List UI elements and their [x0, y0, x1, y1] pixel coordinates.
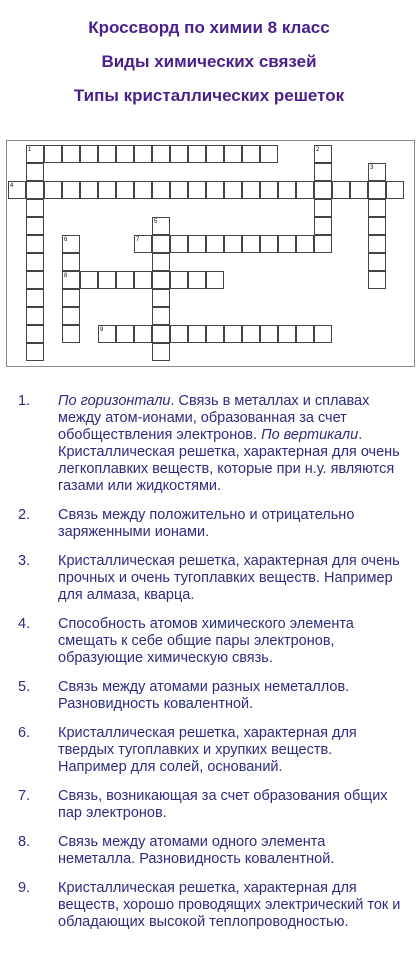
- crossword-cell[interactable]: [152, 325, 170, 343]
- crossword-cell[interactable]: [152, 271, 170, 289]
- crossword-cell[interactable]: [170, 145, 188, 163]
- crossword-cell[interactable]: [152, 307, 170, 325]
- crossword-cell[interactable]: [134, 145, 152, 163]
- crossword-cell[interactable]: [224, 181, 242, 199]
- crossword-cell[interactable]: [116, 325, 134, 343]
- clue-text: Связь между атомами одного элемента неметалла. Разновидность ковалентной.: [58, 834, 335, 867]
- crossword-cell[interactable]: [314, 199, 332, 217]
- crossword-cell[interactable]: [368, 199, 386, 217]
- crossword-cell[interactable]: [116, 145, 134, 163]
- clue-list: [18, 393, 403, 943]
- crossword-cell[interactable]: [188, 325, 206, 343]
- crossword-clue-number: 7: [136, 237, 140, 243]
- crossword-clue-number: 8: [64, 273, 68, 279]
- crossword-cell[interactable]: [314, 325, 332, 343]
- crossword-cell[interactable]: [314, 235, 332, 253]
- crossword-cell[interactable]: [332, 181, 350, 199]
- crossword-cell[interactable]: [80, 181, 98, 199]
- crossword-cell[interactable]: [80, 271, 98, 289]
- crossword-cell[interactable]: [26, 199, 44, 217]
- crossword-cell[interactable]: [152, 235, 170, 253]
- crossword-cell[interactable]: [296, 235, 314, 253]
- clue-1: [18, 393, 403, 495]
- crossword-cell[interactable]: [62, 145, 80, 163]
- clue-number: 6.: [18, 725, 31, 741]
- clue-number: 5.: [18, 679, 31, 695]
- crossword-cell[interactable]: [296, 181, 314, 199]
- crossword-cell[interactable]: [26, 289, 44, 307]
- clue-6: [18, 725, 403, 776]
- crossword-cell[interactable]: [170, 271, 188, 289]
- crossword-cell[interactable]: [170, 235, 188, 253]
- crossword-cell[interactable]: [152, 343, 170, 361]
- crossword-cell[interactable]: [152, 145, 170, 163]
- crossword-cell[interactable]: [206, 145, 224, 163]
- crossword-cell[interactable]: [224, 235, 242, 253]
- crossword-cell[interactable]: [224, 325, 242, 343]
- crossword-cell[interactable]: [62, 307, 80, 325]
- clue-number: 8.: [18, 834, 31, 850]
- clue-number: 2.: [18, 507, 31, 523]
- crossword-cell[interactable]: [62, 181, 80, 199]
- clue-text: Связь между положительно и отрицательно заряженными ионами.: [58, 507, 355, 540]
- crossword-cell[interactable]: [314, 163, 332, 181]
- crossword-cell[interactable]: [26, 325, 44, 343]
- crossword-cell[interactable]: [26, 181, 44, 199]
- crossword-cell[interactable]: [26, 271, 44, 289]
- crossword-cell[interactable]: [278, 181, 296, 199]
- crossword-cell[interactable]: [368, 235, 386, 253]
- crossword-cell[interactable]: [116, 181, 134, 199]
- crossword-cell[interactable]: [188, 181, 206, 199]
- crossword-cell[interactable]: [368, 181, 386, 199]
- crossword-cell[interactable]: [152, 181, 170, 199]
- crossword-cell[interactable]: [224, 145, 242, 163]
- clue-4: [18, 616, 403, 667]
- crossword-cell[interactable]: [386, 181, 404, 199]
- crossword-cell[interactable]: [134, 181, 152, 199]
- clue-8: [18, 834, 403, 868]
- crossword-cell[interactable]: [350, 181, 368, 199]
- clue-horizontal-text: . Связь в металлах и сплавах между атом-ионами, образованная за счет обобществления электронов.: [58, 393, 370, 443]
- crossword-grid: [6, 140, 415, 367]
- clue-3: [18, 553, 403, 604]
- crossword-cell[interactable]: [260, 325, 278, 343]
- crossword-cell[interactable]: [62, 325, 80, 343]
- crossword-cell[interactable]: [116, 271, 134, 289]
- page-title: Кроссворд по химии 8 класс: [88, 18, 330, 37]
- crossword-cell[interactable]: [260, 145, 278, 163]
- crossword-clue-number: 3: [370, 165, 374, 171]
- crossword-cell[interactable]: [44, 181, 62, 199]
- crossword-cell[interactable]: [296, 325, 314, 343]
- crossword-clue-number: 6: [64, 237, 68, 243]
- clue-horizontal-label: По горизонтали: [58, 393, 171, 409]
- clue-vertical-label: По вертикали: [261, 427, 359, 443]
- crossword-clue-number: 5: [154, 219, 158, 225]
- clue-text: Кристаллическая решетка, характерная для очень прочных и очень тугоплавких веществ. Например для алмаза, кварца.: [58, 553, 400, 603]
- crossword-clue-number: 4: [10, 183, 14, 189]
- crossword-clue-number: 2: [316, 147, 320, 153]
- crossword-cell[interactable]: [314, 181, 332, 199]
- crossword-cell[interactable]: [98, 145, 116, 163]
- clue-text: Кристаллическая решетка, характерная для веществ, хорошо проводящих электрический ток и обладающих высокой теплопроводностью.: [58, 880, 401, 930]
- crossword-cell[interactable]: [242, 181, 260, 199]
- crossword-cell[interactable]: [242, 145, 260, 163]
- crossword-cell[interactable]: [152, 289, 170, 307]
- crossword-cell[interactable]: [206, 271, 224, 289]
- clue-text: Кристаллическая решетка, характерная для твердых тугоплавких и хрупких веществ. Например для солей, оснований.: [58, 725, 357, 775]
- subtitle-bond-types: Виды химических связей: [101, 52, 317, 71]
- crossword-cell[interactable]: [98, 181, 116, 199]
- crossword-cell[interactable]: [26, 343, 44, 361]
- crossword-cell[interactable]: [170, 181, 188, 199]
- clue-number: 4.: [18, 616, 31, 632]
- crossword-cell[interactable]: [314, 217, 332, 235]
- clue-9: [18, 880, 403, 931]
- crossword-cell[interactable]: [188, 235, 206, 253]
- clue-number: 3.: [18, 553, 31, 569]
- crossword-cell[interactable]: [368, 271, 386, 289]
- clue-number: 7.: [18, 788, 31, 804]
- crossword-cell[interactable]: [62, 289, 80, 307]
- crossword-cell[interactable]: [26, 235, 44, 253]
- crossword-cell[interactable]: [26, 163, 44, 181]
- crossword-cell[interactable]: [188, 271, 206, 289]
- crossword-cell[interactable]: [152, 253, 170, 271]
- crossword-cell[interactable]: [134, 325, 152, 343]
- crossword-clue-number: 9: [100, 327, 104, 333]
- crossword-clue-number: 1: [28, 147, 32, 153]
- crossword-cell[interactable]: [206, 181, 224, 199]
- clue-number: 9.: [18, 880, 31, 896]
- clue-5: [18, 679, 403, 713]
- crossword-cell[interactable]: [278, 235, 296, 253]
- crossword-cell[interactable]: [278, 325, 296, 343]
- clue-7: [18, 788, 403, 822]
- crossword-cell[interactable]: [170, 325, 188, 343]
- crossword-cell[interactable]: [206, 325, 224, 343]
- crossword-cell[interactable]: [62, 253, 80, 271]
- crossword-cell[interactable]: [26, 307, 44, 325]
- crossword-cell[interactable]: [98, 271, 116, 289]
- crossword-cell[interactable]: [44, 145, 62, 163]
- crossword-cell[interactable]: [188, 145, 206, 163]
- clue-text: Связь между атомами разных неметаллов. Разновидность ковалентной.: [58, 679, 350, 712]
- subtitle-lattice-types: Типы кристаллических решеток: [73, 86, 345, 105]
- clue-2: [18, 507, 403, 541]
- crossword-cell[interactable]: [260, 235, 278, 253]
- clue-text: Способность атомов химического элемента смещать к себе общие пары электронов, образующие химическую связь.: [58, 616, 354, 666]
- clue-vertical-text: . Кристаллическая решетка, характерная для очень легкоплавких веществ, которые при н.у. являются газами или жидкостями.: [58, 427, 400, 494]
- crossword-cell[interactable]: [80, 145, 98, 163]
- crossword-cell[interactable]: [368, 253, 386, 271]
- crossword-cell[interactable]: [26, 217, 44, 235]
- clue-text: Связь, возникающая за счет образования общих пар электронов.: [58, 788, 388, 821]
- crossword-cell[interactable]: [26, 253, 44, 271]
- clue-number: 1.: [18, 393, 31, 409]
- crossword-cell[interactable]: [206, 235, 224, 253]
- crossword-cell[interactable]: [134, 271, 152, 289]
- crossword-cell[interactable]: [242, 325, 260, 343]
- crossword-cell[interactable]: [242, 235, 260, 253]
- crossword-cell[interactable]: [260, 181, 278, 199]
- crossword-cell[interactable]: [368, 217, 386, 235]
